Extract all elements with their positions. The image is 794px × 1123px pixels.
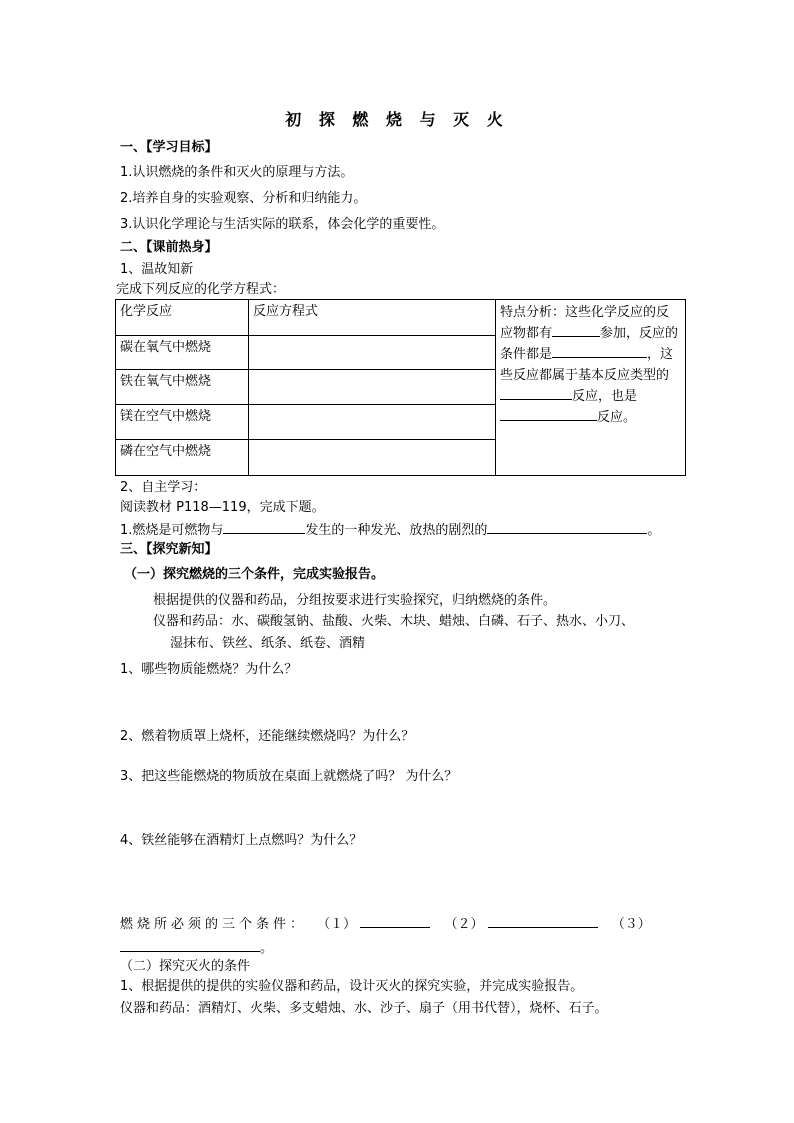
goal-item-1: 1.认识燃烧的条件和灭火的原理与方法。	[120, 165, 354, 180]
condition-3-label: （３）	[611, 917, 651, 932]
question-text-a: 1.燃烧是可燃物与	[120, 523, 224, 538]
exploration-question-2: 2、燃着物质罩上烧杯，还能继续燃烧吗？为什么？	[120, 729, 415, 744]
page-title: 初 探 燃 烧 与 灭 火	[285, 110, 509, 129]
reading-instruction: 阅读教材 P118—119，完成下题。	[120, 500, 325, 515]
warmup-sub-review: 1、温故知新	[120, 262, 194, 277]
conditions-label: 燃烧所必须的三个条件：	[120, 917, 308, 932]
condition-3-line	[120, 938, 273, 957]
analysis-blank-3[interactable]	[500, 386, 572, 400]
analysis-text-5: 反应。	[597, 410, 637, 425]
table-row-label: 碳在氧气中燃烧	[116, 336, 249, 370]
exploration-question-3: 3、把这些能燃烧的物质放在桌面上就燃烧了吗？ 为什么？	[120, 769, 458, 784]
table-row-label: 镁在空气中燃烧	[116, 405, 249, 440]
warmup-sub-selfstudy: 2、自主学习：	[120, 480, 207, 495]
analysis-text-3: ，这些反应都属于基本反应类型的	[500, 347, 674, 383]
table-intro: 完成下列反应的化学方程式：	[116, 282, 286, 297]
analysis-text-1: 特点分析：这些化学反应的反应物都有	[500, 305, 670, 341]
part1-description: 根据提供的仪器和药品，分组按要求进行实验探究，归纳燃烧的条件。	[153, 593, 557, 608]
table-row-label: 磷在空气中燃烧	[116, 440, 249, 476]
definition-blank-1[interactable]	[223, 520, 305, 534]
table-header-reaction: 化学反应	[116, 300, 249, 336]
goal-item-3: 3.认识化学理论与生活实际的联系，体会化学的重要性。	[120, 217, 445, 232]
combustion-conditions	[120, 914, 670, 933]
part1-heading: （一）探究燃烧的三个条件，完成实验报告。	[124, 567, 385, 582]
analysis-blank-4[interactable]	[500, 407, 597, 421]
exploration-question-4: 4、铁丝能够在酒精灯上点燃吗？为什么？	[120, 833, 363, 848]
question-text-c: 。	[647, 523, 661, 538]
section-heading-explore: 三、【探究新知】	[120, 542, 218, 557]
condition-1-label: （１）	[317, 917, 357, 932]
goal-item-2: 2.培养自身的实验观察、分析和归纳能力。	[120, 191, 367, 206]
analysis-text-2: 参加，反应的条件都是	[500, 326, 679, 362]
equation-answer-cell[interactable]	[249, 336, 496, 370]
analysis-text-4: 反应，也是	[572, 389, 638, 404]
table-row-label: 铁在氧气中燃烧	[116, 370, 249, 405]
part1-materials-line-2: 湿抹布、铁丝、纸条、纸卷、酒精	[170, 636, 366, 651]
reaction-analysis-cell	[496, 300, 686, 476]
section-heading-warmup: 二、【课前热身】	[120, 240, 218, 255]
question-text-b: 发生的一种发光、放热的剧烈的	[305, 523, 488, 538]
reaction-table	[115, 299, 686, 476]
exploration-question-1: 1、哪些物质能燃烧？为什么？	[120, 662, 298, 677]
analysis-blank-2[interactable]	[552, 344, 647, 358]
part2-instruction: 1、根据提供的提供的实验仪器和药品，设计灭火的探究实验，并完成实验报告。	[120, 979, 584, 994]
condition-end-mark: 。	[260, 941, 274, 956]
condition-blank-3[interactable]	[120, 938, 260, 952]
condition-blank-2[interactable]	[488, 914, 598, 928]
definition-blank-2[interactable]	[487, 520, 647, 534]
equation-answer-cell[interactable]	[249, 440, 496, 476]
section-heading-goals: 一、【学习目标】	[120, 140, 218, 155]
part2-materials: 仪器和药品：酒精灯、火柴、多支蜡烛、水、沙子、扇子（用书代替），烧杯、石子。	[120, 1001, 608, 1016]
question-combustion-definition	[120, 520, 660, 539]
analysis-blank-1[interactable]	[552, 323, 600, 337]
equation-answer-cell[interactable]	[249, 370, 496, 405]
part1-materials-line-1: 仪器和药品：水、碳酸氢钠、盐酸、火柴、木块、蜡烛、白磷、石子、热水、小刀、	[153, 614, 635, 629]
condition-blank-1[interactable]	[360, 914, 430, 928]
table-header-equation: 反应方程式	[249, 300, 496, 336]
part2-heading: （二）探究灭火的条件	[120, 959, 251, 974]
equation-answer-cell[interactable]	[249, 405, 496, 440]
condition-2-label: （２）	[444, 917, 484, 932]
